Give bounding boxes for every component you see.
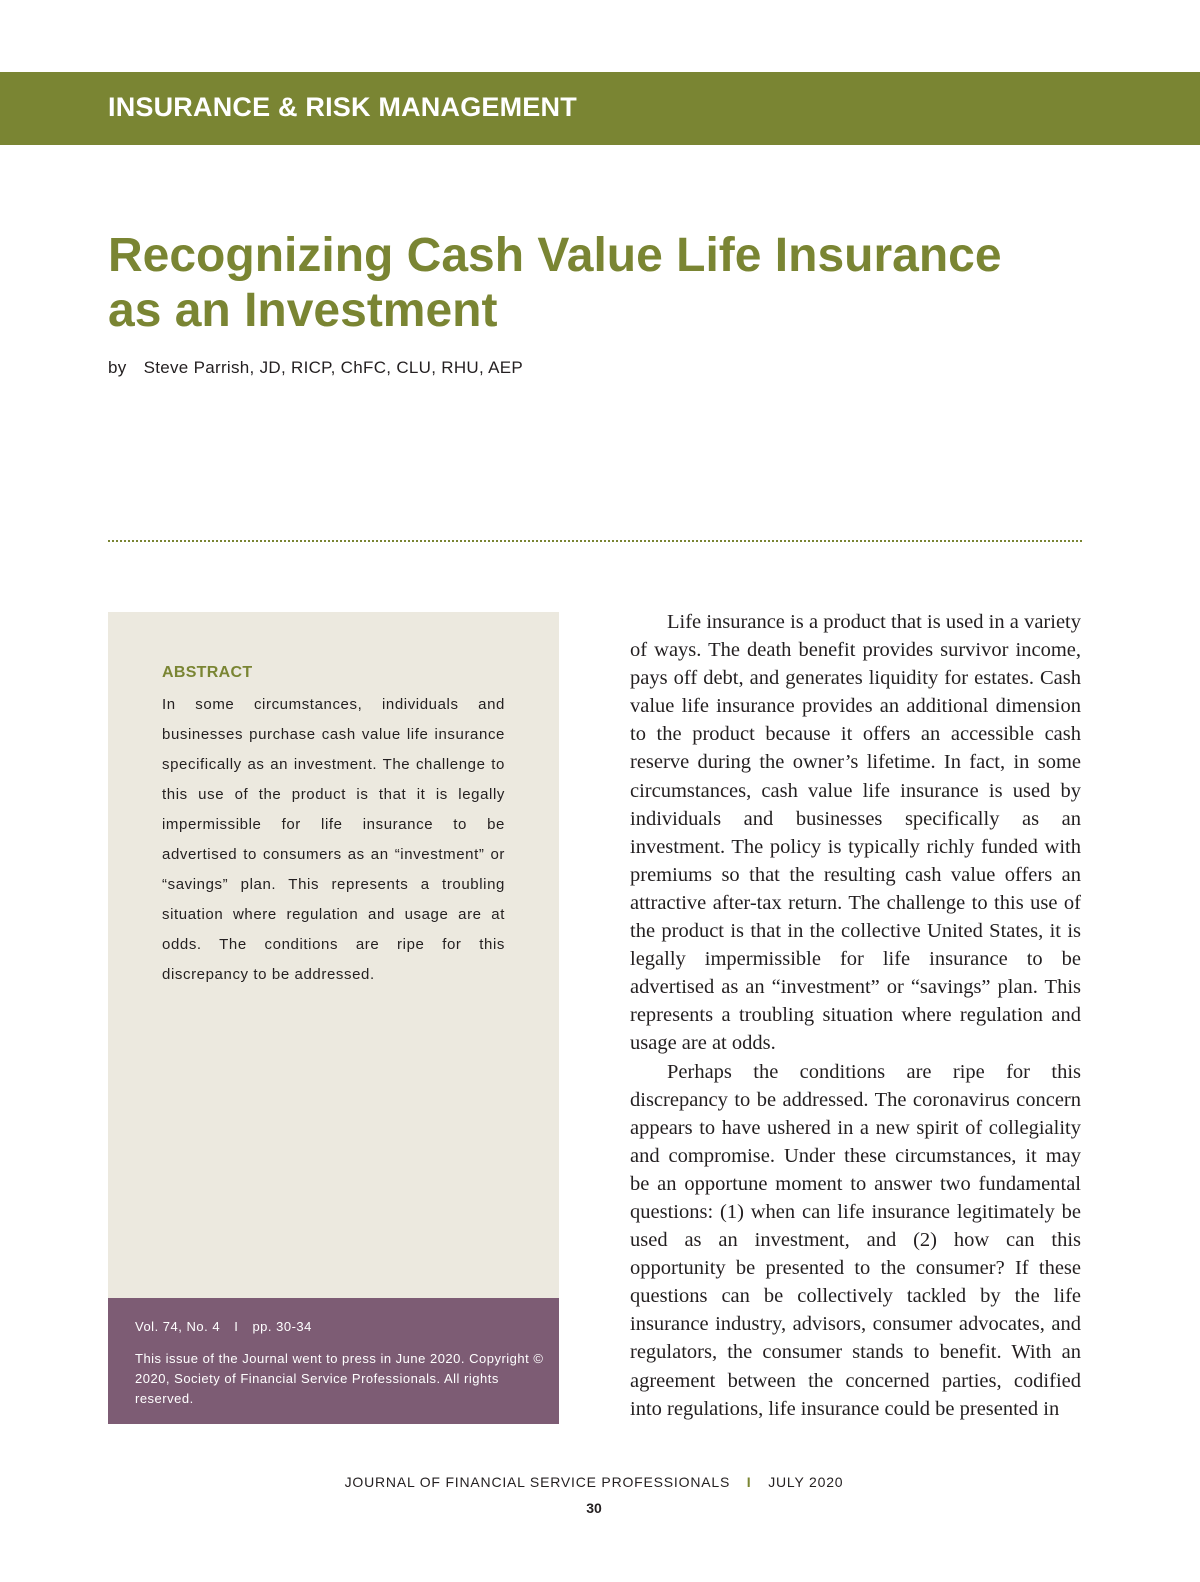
body-paragraph: Life insurance is a product that is used in a variety of ways. The death benefit provides survivor income, pays off debt, and generates liquidity for estates. Cash value life insurance provides an additional dimension to the product because it offers an accessible cash reserve during the owner’s lifetime. In fact, in some circumstances, cash value life insurance is used by individuals and businesses specifically as an investment. The policy is typically richly funded with premiums so that the resulting cash value offers an attractive after-tax return. The challenge to this use of the product is that in the collective United States, it is legally impermissible for life insurance to be advertised as an “investment” or “savings” plan. This represents a troubling situation where regulation and usage are at odds. xyxy=(630,611,1081,1055)
volume-number: Vol. 74, No. 4 xyxy=(135,1319,221,1334)
body-paragraph: Perhaps the conditions are ripe for this discrepancy to be addressed. The coronavirus concern appears to have ushered in a new spirit of collegiality and compromise. Under these circumstances, it may be an opportune moment to answer two fundamental questions: (1) when can life insurance legitimately be used as an investment, and (2) how can this opportunity be presented to the consumer? If these questions can be collectively tackled by the life insurance industry, advisors, consumer advocates, and regulators, the consumer stands to benefit. With an agreement between the concerned parties, codified into regulations, life insurance could be presented in xyxy=(630,1060,1081,1420)
copyright-note: This issue of the Journal went to press in June 2020. Copyright © 2020, Society of Financial Service Professionals. All rights reserved. xyxy=(135,1351,544,1406)
volume-line xyxy=(135,1319,312,1334)
issue-info-panel xyxy=(108,1298,559,1424)
article-body xyxy=(630,608,1081,1423)
page-footer xyxy=(0,1474,1188,1490)
section-header-bar xyxy=(0,72,1200,145)
issue-date: JULY 2020 xyxy=(768,1474,844,1490)
abstract-heading: ABSTRACT xyxy=(162,664,253,681)
abstract-text: In some circumstances, individuals and businesses purchase cash value life insurance specifically as an investment. The challenge to this use of the product is that it is legally impermissible for life insurance to be advertised to consumers as an “investment” or “savings” plan. This represents a troubling situation where regulation and usage are at odds. The conditions are ripe for this discrepancy to be addressed. xyxy=(162,696,505,983)
article-title: Recognizing Cash Value Life Insurance as an Investment xyxy=(108,229,1002,337)
page-range: pp. 30-34 xyxy=(252,1319,312,1334)
journal-name: JOURNAL OF FINANCIAL SERVICE PROFESSIONALS xyxy=(344,1474,731,1490)
abstract-panel xyxy=(108,612,559,1298)
author-name: Steve Parrish, JD, RICP, ChFC, CLU, RHU, AEP xyxy=(143,358,524,377)
volume-separator: I xyxy=(234,1319,239,1334)
page-number: 30 xyxy=(586,1500,602,1516)
byline xyxy=(108,358,523,378)
section-label: INSURANCE & RISK MANAGEMENT xyxy=(108,92,577,122)
byline-prefix: by xyxy=(108,358,127,377)
footer-separator: I xyxy=(746,1474,752,1490)
dotted-divider xyxy=(108,540,1082,542)
